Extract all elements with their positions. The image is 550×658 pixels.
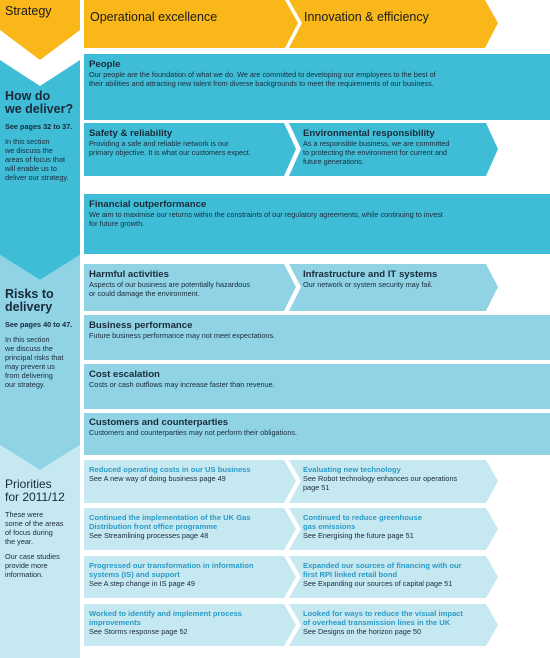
deliver-desc-line: we discuss the: [5, 146, 53, 155]
priority-3-left: [89, 561, 284, 588]
priority-ref: See A new way of doing business page 49: [89, 474, 226, 483]
infrastructure-line: Our network or system security may fail.: [303, 280, 433, 289]
priority-ref: See Energising the future page 51: [303, 531, 414, 540]
priority-title: Looked for ways to reduce the visual impact: [303, 609, 463, 618]
priorities-sidebar: [5, 478, 79, 579]
priority-title: Progressed our transformation in information: [89, 561, 254, 570]
environment-line: future generations.: [303, 157, 364, 166]
priorities-desc-line: the year.: [5, 537, 33, 546]
business-line: Future business performance may not meet expectations.: [89, 331, 276, 340]
harmful-line: Aspects of our business are potentially hazardous: [89, 280, 251, 289]
risks-desc-line: may prevent us: [5, 362, 55, 371]
environment-line: to protecting the environment for current and: [303, 148, 447, 157]
customers-block: [89, 417, 544, 437]
deliver-desc-line: will enable us to: [5, 164, 57, 173]
risks-description: [5, 335, 79, 389]
strategy-column-chevron: [0, 18, 80, 60]
operational-excellence-header: Operational excellence: [90, 10, 218, 24]
financial-line: for future growth.: [89, 219, 145, 228]
priority-ref: See Storms response page 52: [89, 627, 188, 636]
priority-ref: page 51: [303, 483, 330, 492]
priority-2-left: [89, 513, 284, 540]
people-block: [89, 59, 544, 88]
business-title: Business performance: [89, 320, 193, 331]
priorities-description: [5, 510, 79, 546]
safety-title: Safety & reliability: [89, 128, 173, 139]
priorities-heading-1: Priorities: [5, 477, 52, 491]
priorities-desc-line: some of the areas: [5, 519, 64, 528]
priority-1-left: [89, 465, 284, 483]
priorities-heading-2: for 2011/12: [5, 490, 65, 504]
deliver-desc-line: deliver our strategy.: [5, 173, 69, 182]
risks-sidebar: [5, 288, 79, 389]
deliver-pages: See pages 32 to 37.: [5, 122, 73, 131]
risks-desc-line: our strategy.: [5, 380, 46, 389]
risks-desc-line: we discuss the: [5, 344, 53, 353]
financial-title: Financial outperformance: [89, 199, 207, 210]
innovation-header-bg: [289, 0, 498, 48]
cost-line: Costs or cash outflows may increase faster than revenue.: [89, 380, 275, 389]
financial-line: We aim to maximise our returns within the constraints of our regulatory agreements, while continuing to invest: [89, 210, 443, 219]
infrastructure-title: Infrastructure and IT systems: [303, 269, 438, 280]
priority-title: systems (IS) and support: [89, 570, 180, 579]
customers-line: Customers and counterparties may not perform their obligations.: [89, 428, 298, 437]
business-block: [89, 320, 544, 340]
risks-heading-2: delivery: [5, 300, 53, 314]
priority-4-left: [89, 609, 284, 636]
environment-line: As a responsible business, we are committed: [303, 139, 450, 148]
priority-title: improvements: [89, 618, 141, 627]
cost-title: Cost escalation: [89, 369, 160, 380]
customers-title: Customers and counterparties: [89, 417, 229, 428]
priority-title: Continued to reduce greenhouse: [303, 513, 422, 522]
people-line: their abilities and attracting new talent from diverse backgrounds to meet the requirements of our business.: [89, 79, 434, 88]
priorities-case-studies: [5, 552, 79, 579]
priority-ref: See Designs on the horizon page 50: [303, 627, 422, 636]
priority-title: Reduced operating costs in our US business: [89, 465, 251, 474]
risks-heading-1: Risks to: [5, 287, 54, 301]
priority-ref: See Streamlining processes page 48: [89, 531, 209, 540]
operational-header-bg: [84, 0, 298, 48]
risks-desc-line: from delivering: [5, 371, 53, 380]
deliver-description: [5, 137, 79, 182]
environment-title: Environmental responsibility: [303, 128, 435, 139]
priority-4-right: [303, 609, 488, 636]
priority-ref: See A step change in IS page 49: [89, 579, 195, 588]
harmful-block: [89, 269, 284, 298]
priority-ref: See Robot technology enhances our operations: [303, 474, 458, 483]
priority-ref: See Expanding our sources of capital page 51: [303, 579, 453, 588]
deliver-desc-line: areas of focus that: [5, 155, 66, 164]
priority-title: Continued the implementation of the UK Gas: [89, 513, 251, 522]
priorities-desc-line: These were: [5, 510, 44, 519]
harmful-line: or could damage the environment.: [89, 289, 200, 298]
priorities-desc-line: information.: [5, 570, 44, 579]
priority-3-right: [303, 561, 488, 588]
priority-title: Distribution front office programme: [89, 522, 218, 531]
financial-block: [89, 199, 544, 228]
priorities-desc-line: provide more: [5, 561, 48, 570]
risks-desc-line: In this section: [5, 335, 50, 344]
priorities-desc-line: Our case studies: [5, 552, 60, 561]
safety-block: [89, 128, 284, 157]
strategy-header-label: Strategy: [5, 4, 52, 18]
deliver-heading-2: we deliver?: [5, 102, 74, 116]
deliver-heading-1: How do: [5, 89, 51, 103]
harmful-title: Harmful activities: [89, 269, 169, 280]
infrastructure-block: [303, 269, 488, 289]
safety-line: primary objective. It is what our customers expect.: [89, 148, 251, 157]
cost-block: [89, 369, 544, 389]
deliver-desc-line: In this section: [5, 137, 50, 146]
environment-block: [303, 128, 488, 166]
priorities-desc-line: of focus during: [5, 528, 53, 537]
priority-title: of overhead transmission lines in the UK: [303, 618, 451, 627]
priority-title: Worked to identify and implement process: [89, 609, 243, 618]
risks-desc-line: principal risks that: [5, 353, 64, 362]
priority-2-right: [303, 513, 488, 540]
priority-title: Expanded our sources of financing with our: [303, 561, 462, 570]
safety-line: Providing a safe and reliable network is our: [89, 139, 229, 148]
people-title: People: [89, 59, 121, 70]
priority-title: first RPI linked retail bond: [303, 570, 398, 579]
priority-title: Evaluating new technology: [303, 465, 401, 474]
innovation-efficiency-header: Innovation & efficiency: [304, 10, 429, 24]
priority-title: gas emissions: [303, 522, 356, 531]
deliver-sidebar: [5, 90, 79, 182]
priority-1-right: [303, 465, 488, 492]
risks-pages: See pages 40 to 47.: [5, 320, 73, 329]
people-line: Our people are the foundation of what we do. We are committed to developing our employees to the best of: [89, 70, 436, 79]
